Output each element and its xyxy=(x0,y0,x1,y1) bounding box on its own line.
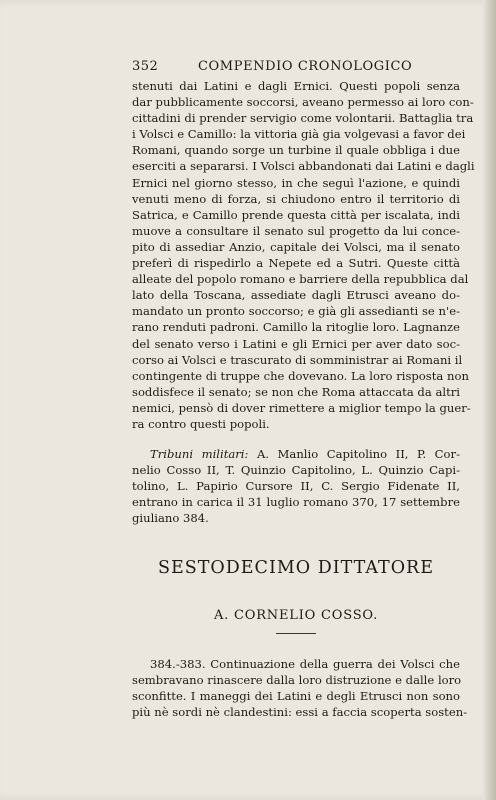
text-line: Romani, quando sorge un turbine il quale obbliga i due xyxy=(132,143,460,158)
text-line: nemici, pensò di dover rimettere a miglior tempo la guer- xyxy=(132,400,471,415)
text-line: nelio Cosso II, T. Quinzio Capitolino, L. Quinzio Capi- xyxy=(132,463,460,478)
text-line: mandato un pronto soccorso; e già gli assedianti se n'e- xyxy=(132,304,460,319)
text-line: stenuti dai Latini e dagli Ernici. Questi popoli senza xyxy=(132,79,460,93)
text-block xyxy=(132,56,475,720)
text-line: corso ai Volsci e trascurato di somministrar ai Romani il xyxy=(132,352,463,367)
dictator-name: A. CORNELIO COSSO. xyxy=(213,607,379,623)
text-line: i Volsci e Camillo: la vittoria già gia volgevasi a favor dei xyxy=(132,127,466,142)
text-line: lato della Toscana, assediate dagli Etrusci aveano do- xyxy=(132,288,460,303)
text-line: tolino, L. Papirio Cursore II, C. Sergio Fidenate II, xyxy=(132,479,460,494)
text-line: Satrica, e Camillo prende questa città per iscalata, indi xyxy=(132,207,460,222)
text-line: sembravano rinascere dalla loro distruzione e dalle loro xyxy=(132,672,462,687)
text-line: entrano in carica il 31 luglio romano 370, 17 settembre xyxy=(132,495,460,510)
text-line: 384.-383. Continuazione della guerra dei Volsci che xyxy=(150,656,460,671)
section-title: SESTODECIMO DITTATORE xyxy=(157,557,434,578)
page-number: 352 xyxy=(132,59,159,74)
page-header xyxy=(132,56,460,78)
text-line: eserciti a separarsi. I Volsci abbandonati dai Latini e dagli xyxy=(132,159,475,174)
text-line: sconfitte. I maneggi dei Latini e degli Etrusci non sono xyxy=(132,688,460,703)
text-line: preferì di rispedirlo a Nepete ed a Sutri. Queste città xyxy=(132,256,460,271)
text-line: soddisfece il senato; se non che Roma attaccata da altri xyxy=(132,384,460,399)
text-line xyxy=(132,446,460,462)
text-line: venuti meno di forza, si chiudono entro il territorio di xyxy=(132,191,460,206)
text-line: Ernici nel giorno stesso, in che seguì l'azione, e quindi xyxy=(132,175,460,190)
text-line: muove a consultare il senato sul progetto da lui conce- xyxy=(132,223,460,238)
text-line: alleate del popolo romano e barriere della repubblica dal xyxy=(132,272,469,287)
tribunes-label: Tribuni militari: xyxy=(150,447,249,462)
text-line: contingente di truppe che dovevano. La loro risposta non xyxy=(132,368,469,383)
page-gutter-shadow xyxy=(482,0,496,800)
tribunes-first-line: A. Manlio Capitolino II, P. Cor- xyxy=(248,447,460,462)
paragraph-tribunes xyxy=(132,446,460,526)
paragraph-campaign xyxy=(132,78,475,432)
running-title: COMPENDIO CRONOLOGICO xyxy=(198,59,413,74)
text-line: più nè sordi nè clandestini: essi a faccia scoperta sosten- xyxy=(132,704,468,719)
text-line: rano renduti padroni. Camillo la ritoglie loro. Lagnanze xyxy=(132,320,460,335)
text-line: giuliano 384. xyxy=(132,511,209,526)
text-line: del senato verso i Latini e gli Ernici per aver dato soc- xyxy=(132,336,460,351)
paragraph-continuation xyxy=(132,656,468,720)
text-line: pito di assediar Anzio, capitale dei Volsci, ma il senato xyxy=(132,239,460,254)
text-line: ra contro questi popoli. xyxy=(132,416,270,431)
text-line: dar pubblicamente soccorsi, aveano permesso ai loro con- xyxy=(132,95,474,110)
divider-rule xyxy=(276,633,316,634)
text-line: cittadini di prender servigio come volontarii. Battaglia tra xyxy=(132,111,474,126)
